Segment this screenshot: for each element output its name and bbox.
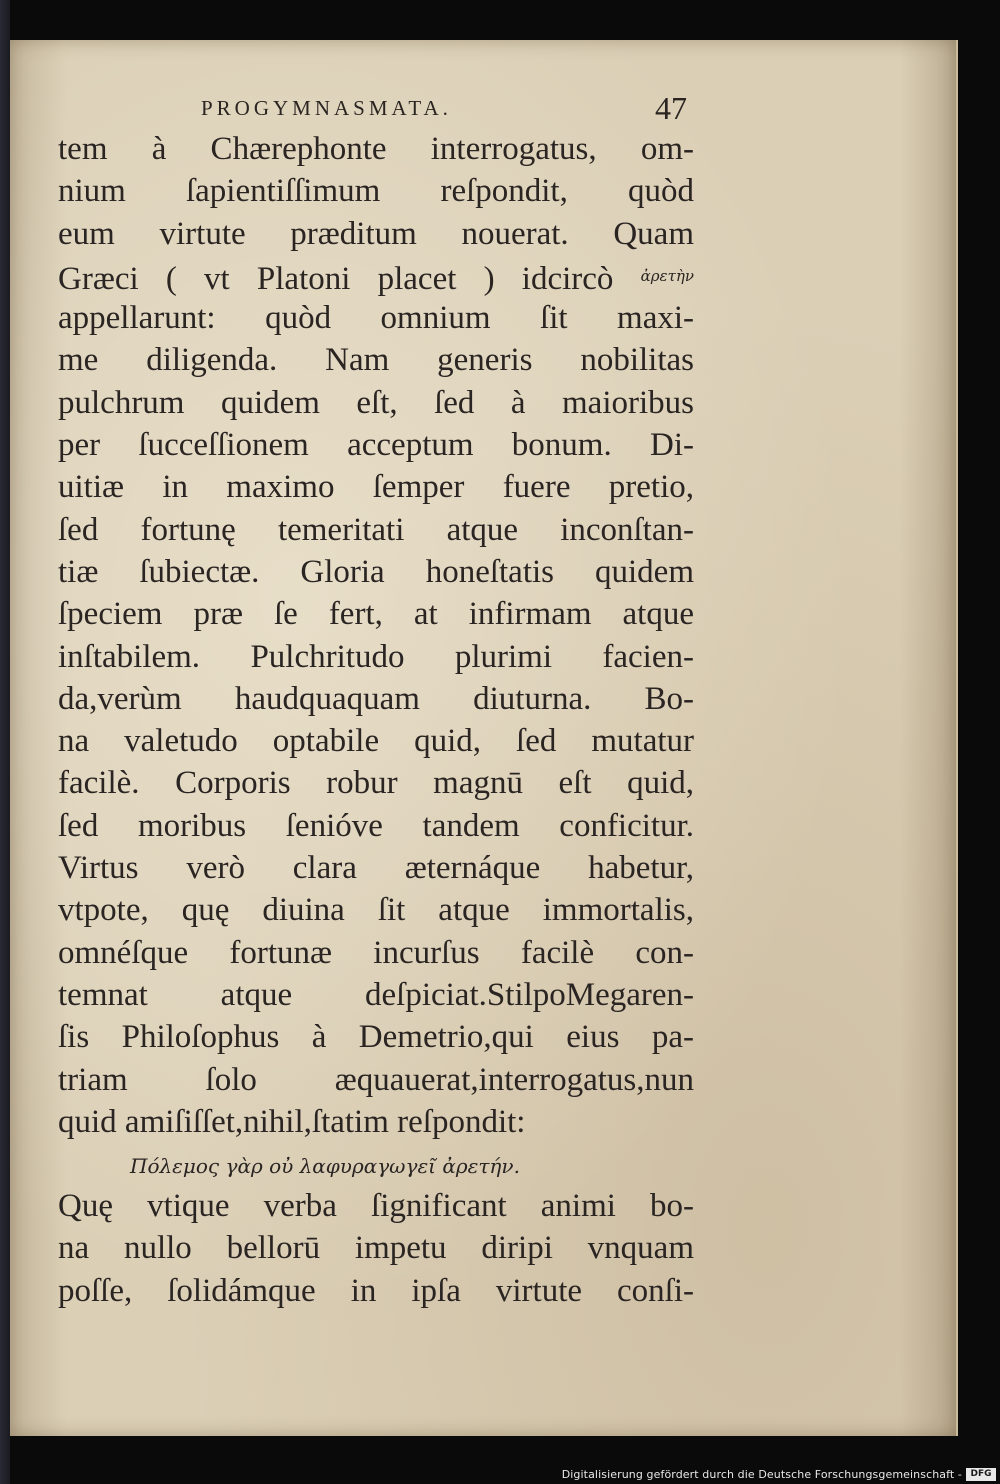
text-line: facilè. Corporis robur magnū eſt quid, xyxy=(58,765,694,802)
text-line: inſtabilem. Pulchritudo plurimi facien- xyxy=(58,638,694,675)
text-line: per ſucceſſionem acceptum bonum. Di- xyxy=(58,427,694,464)
text-line: omnéſque fortunæ incurſus facilè con- xyxy=(58,934,694,971)
page-header xyxy=(197,92,687,126)
text-line: tiæ ſubiectæ. Gloria honeſtatis quidem xyxy=(58,553,694,590)
text-line: triam ſolo æquauerat,interrogatus,nun xyxy=(58,1061,694,1098)
text-line: tem à Chærephonte interrogatus, om- xyxy=(58,131,694,167)
text-line: vtpote, quę diuina ſit atque immortalis, xyxy=(58,892,694,929)
digitization-credit: Digitalisierung gefördert durch die Deutsche Forschungsgemeinschaft - xyxy=(561,1468,962,1481)
text-line: pulchrum quidem eſt, ſed à maioribus xyxy=(58,384,694,421)
text-line: eum virtute præditum nouerat. Quam xyxy=(58,215,694,252)
text-line: ſed fortunę temeritati atque inconſtan- xyxy=(58,511,694,548)
text-line: ſis Philoſophus à Demetrio,qui eius pa- xyxy=(58,1019,694,1056)
body-text xyxy=(58,128,698,1312)
running-title: PROGYMNASMATA. xyxy=(201,96,452,120)
text-line-segment: Græci ( vt Platoni placet ) idcircò xyxy=(58,260,641,297)
text-line: Quę vtique verba ſignificant animi bo- xyxy=(58,1188,694,1225)
greek-verse: Πόλεμος γὰρ οὐ λαφυραγωγεῖ ἀρετήν. xyxy=(130,1154,520,1179)
text-line: da,verùm haudquaquam diuturna. Bo- xyxy=(58,680,694,717)
text-line: nium ſapientiſſimum reſpondit, quòd xyxy=(58,173,694,210)
text-line: me diligenda. Nam generis nobilitas xyxy=(58,342,694,379)
text-line: Virtus verò clara æternáque habetur, xyxy=(58,850,694,887)
dfg-logo: DFG xyxy=(966,1468,996,1481)
page-number: 47 xyxy=(655,90,687,126)
text-line: quid amiſiſſet,nihil,ſtatim reſpondit: xyxy=(58,1103,526,1140)
text-line: ſpeciem præ ſe fert, at infirmam atque xyxy=(58,596,694,633)
text-line: appellarunt: quòd omnium ſit maxi- xyxy=(58,300,694,337)
text-line: na valetudo optabile quid, ſed mutatur xyxy=(58,723,694,760)
text-line: ſed moribus ſenióve tandem conficitur. xyxy=(58,807,694,844)
text-line: temnat atque deſpiciat.StilpoMegaren- xyxy=(58,976,694,1013)
text-line: uitiæ in maximo ſemper fuere pretio, xyxy=(58,469,694,506)
text-line: na nullo bellorū impetu diripi vnquam xyxy=(58,1230,694,1267)
greek-inline-word: ἀρετὴν xyxy=(640,266,694,285)
text-line: poſſe, ſolidámque in ipſa virtute conſi- xyxy=(58,1272,694,1309)
text-line xyxy=(58,255,694,297)
binding-edge xyxy=(0,0,10,1484)
